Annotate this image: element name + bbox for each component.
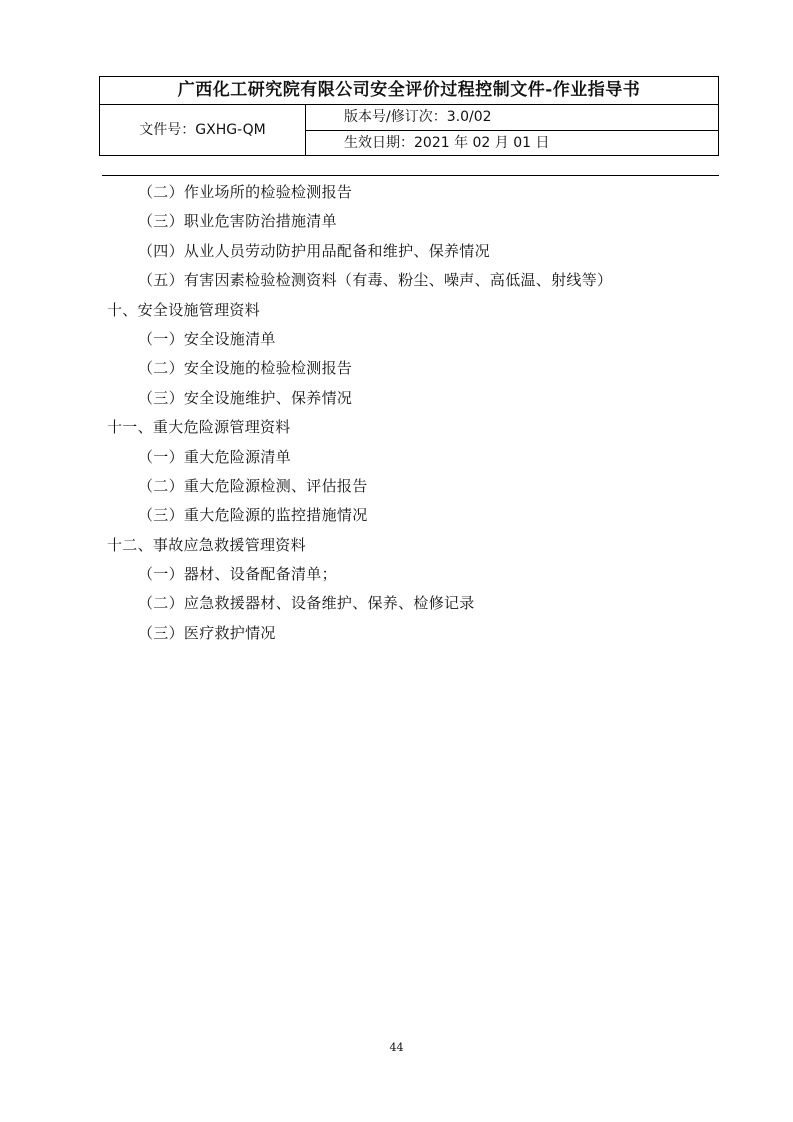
section-heading: 十、安全设施管理资料 xyxy=(107,300,261,319)
document-header xyxy=(99,76,719,156)
list-item: （三）重大危险源的监控措施情况 xyxy=(138,506,368,525)
list-item: （三）职业危害防治措施清单 xyxy=(138,212,337,231)
list-item: （四）从业人员劳动防护用品配备和维护、保养情况 xyxy=(138,241,490,260)
effective-date: 生效日期：2021 年 02 月 01 日 xyxy=(344,135,550,151)
document-body xyxy=(107,178,717,648)
list-item: （二）作业场所的检验检测报告 xyxy=(138,183,353,201)
list-item: （二）安全设施的检验检测报告 xyxy=(138,359,353,378)
version-info: 版本号/修订次：3.0/02 xyxy=(306,105,718,131)
list-item: （一）器材、设备配备清单； xyxy=(138,565,337,584)
list-item: （三）医疗救护情况 xyxy=(138,623,276,642)
list-item: （二）重大危险源检测、评估报告 xyxy=(138,476,368,495)
list-item: （五）有害因素检验检测资料（有毒、粉尘、噪声、高低温、射线等） xyxy=(138,271,613,290)
list-item: （一）重大危险源清单 xyxy=(138,447,292,466)
list-item: （二）应急救援器材、设备维护、保养、检修记录 xyxy=(138,594,475,613)
header-title: 广西化工研究院有限公司安全评价过程控制文件-作业指导书 xyxy=(100,77,718,105)
section-heading: 十一、重大危险源管理资料 xyxy=(107,418,291,437)
section-heading: 十二、事故应急救援管理资料 xyxy=(107,535,306,554)
list-item: （一）安全设施清单 xyxy=(138,329,276,348)
document-number: 文件号：GXHG-QM xyxy=(100,105,306,156)
list-item: （三）安全设施维护、保养情况 xyxy=(138,388,353,407)
page-number: 44 xyxy=(389,1041,404,1054)
header-rule xyxy=(102,175,719,176)
